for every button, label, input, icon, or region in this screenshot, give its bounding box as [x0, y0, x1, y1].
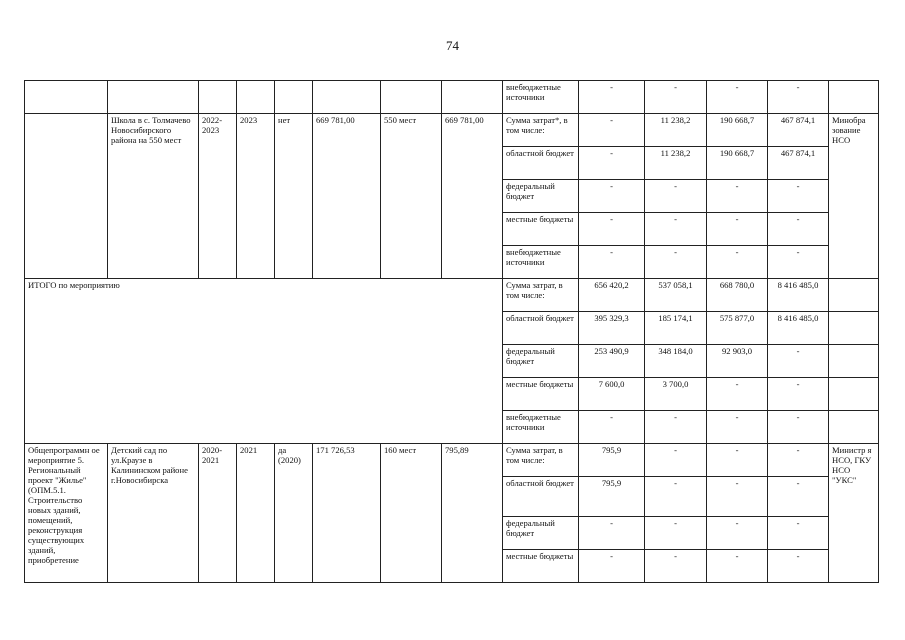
value-cell: 656 420,2 — [579, 279, 645, 312]
finance-label: внебюджетные источники — [503, 411, 579, 444]
flag: нет — [275, 114, 313, 279]
value-cell: - — [579, 147, 645, 180]
finance-label: областной бюджет — [503, 147, 579, 180]
value-cell: 11 238,2 — [645, 114, 707, 147]
cost2: 795,89 — [442, 444, 503, 583]
executor: Министр я НСО, ГКУ НСО "УКС" — [829, 444, 879, 583]
capacity: 550 мест — [381, 114, 442, 279]
empty-cell — [237, 81, 275, 114]
empty-cell — [829, 345, 879, 378]
value-cell: - — [707, 81, 768, 114]
value-cell: - — [579, 114, 645, 147]
empty-cell — [199, 81, 237, 114]
flag: да (2020) — [275, 444, 313, 583]
value-cell: 575 877,0 — [707, 312, 768, 345]
finance-label: Сумма затрат*, в том числе: — [503, 114, 579, 147]
value-cell: - — [579, 550, 645, 583]
value-cell: - — [707, 378, 768, 411]
value-cell: - — [645, 180, 707, 213]
value-cell: 795,9 — [579, 444, 645, 477]
value-cell: - — [768, 213, 829, 246]
finance-label: областной бюджет — [503, 312, 579, 345]
value-cell: - — [768, 550, 829, 583]
empty-cell — [829, 378, 879, 411]
value-cell: - — [579, 213, 645, 246]
year-end: 2021 — [237, 444, 275, 583]
years: 2022-2023 — [199, 114, 237, 279]
page-number: 74 — [446, 38, 459, 53]
empty-cell — [25, 81, 108, 114]
value-cell: 7 600,0 — [579, 378, 645, 411]
object-name: Школа в с. Толмачево Новосибирского района на 550 мест — [108, 114, 199, 279]
value-cell: 537 058,1 — [645, 279, 707, 312]
finance-label: федеральный бюджет — [503, 180, 579, 213]
value-cell: - — [579, 411, 645, 444]
value-cell: 668 780,0 — [707, 279, 768, 312]
empty-cell — [25, 114, 108, 279]
value-cell: 467 874,1 — [768, 147, 829, 180]
value-cell: - — [707, 550, 768, 583]
value-cell: - — [768, 517, 829, 550]
value-cell: - — [768, 477, 829, 517]
table-row — [25, 81, 879, 114]
empty-cell — [381, 81, 442, 114]
table-row — [25, 114, 879, 147]
finance-table — [24, 80, 879, 583]
empty-cell — [108, 81, 199, 114]
value-cell: - — [645, 517, 707, 550]
value-cell: 185 174,1 — [645, 312, 707, 345]
empty-cell — [829, 411, 879, 444]
value-cell: - — [707, 246, 768, 279]
value-cell: - — [768, 411, 829, 444]
years: 2020-2021 — [199, 444, 237, 583]
value-cell: - — [645, 81, 707, 114]
value-cell: - — [707, 477, 768, 517]
value-cell: 190 668,7 — [707, 114, 768, 147]
finance-label: внебюджетные источники — [503, 81, 579, 114]
total-title: ИТОГО по мероприятию — [25, 279, 503, 444]
value-cell: - — [768, 444, 829, 477]
value-cell: - — [707, 517, 768, 550]
value-cell: - — [707, 444, 768, 477]
value-cell: - — [768, 345, 829, 378]
program-name: Общепрограммн ое мероприятие 5. Региональный проект "Жилье" (ОПМ.5.1. Строительство новых зданий, помещений, реконструкция существующих зданий, приобретение — [25, 444, 108, 583]
finance-label: местные бюджеты — [503, 378, 579, 411]
value-cell: - — [645, 477, 707, 517]
object-name: Детский сад по ул.Краузе в Калининском районе г.Новосибирска — [108, 444, 199, 583]
empty-cell — [829, 312, 879, 345]
value-cell: - — [579, 517, 645, 550]
value-cell: - — [645, 444, 707, 477]
value-cell: - — [579, 180, 645, 213]
value-cell: 253 490,9 — [579, 345, 645, 378]
cost: 171 726,53 — [313, 444, 381, 583]
finance-label: Сумма затрат, в том числе: — [503, 279, 579, 312]
value-cell: 3 700,0 — [645, 378, 707, 411]
empty-cell — [829, 279, 879, 312]
value-cell: - — [768, 180, 829, 213]
finance-label: федеральный бюджет — [503, 517, 579, 550]
value-cell: - — [768, 246, 829, 279]
value-cell: 11 238,2 — [645, 147, 707, 180]
year-end: 2023 — [237, 114, 275, 279]
value-cell: - — [579, 246, 645, 279]
value-cell: 795,9 — [579, 477, 645, 517]
empty-cell — [442, 81, 503, 114]
finance-label: Сумма затрат, в том числе: — [503, 444, 579, 477]
finance-label: местные бюджеты — [503, 550, 579, 583]
cost: 669 781,00 — [313, 114, 381, 279]
value-cell: - — [707, 180, 768, 213]
value-cell: - — [645, 550, 707, 583]
finance-label: областной бюджет — [503, 477, 579, 517]
value-cell: 348 184,0 — [645, 345, 707, 378]
finance-label: местные бюджеты — [503, 213, 579, 246]
value-cell: 8 416 485,0 — [768, 279, 829, 312]
cost2: 669 781,00 — [442, 114, 503, 279]
table-row — [25, 279, 879, 312]
value-cell: - — [707, 411, 768, 444]
empty-cell — [313, 81, 381, 114]
value-cell: 8 416 485,0 — [768, 312, 829, 345]
value-cell: - — [645, 213, 707, 246]
value-cell: 92 903,0 — [707, 345, 768, 378]
value-cell: 190 668,7 — [707, 147, 768, 180]
finance-label: федеральный бюджет — [503, 345, 579, 378]
value-cell: 395 329,3 — [579, 312, 645, 345]
value-cell: - — [645, 246, 707, 279]
empty-cell — [829, 81, 879, 114]
finance-label: внебюджетные источники — [503, 246, 579, 279]
value-cell: - — [768, 378, 829, 411]
capacity: 160 мест — [381, 444, 442, 583]
value-cell: 467 874,1 — [768, 114, 829, 147]
value-cell: - — [645, 411, 707, 444]
executor: Минобра зование НСО — [829, 114, 879, 279]
value-cell: - — [768, 81, 829, 114]
empty-cell — [275, 81, 313, 114]
value-cell: - — [707, 213, 768, 246]
table-row — [25, 444, 879, 477]
value-cell: - — [579, 81, 645, 114]
